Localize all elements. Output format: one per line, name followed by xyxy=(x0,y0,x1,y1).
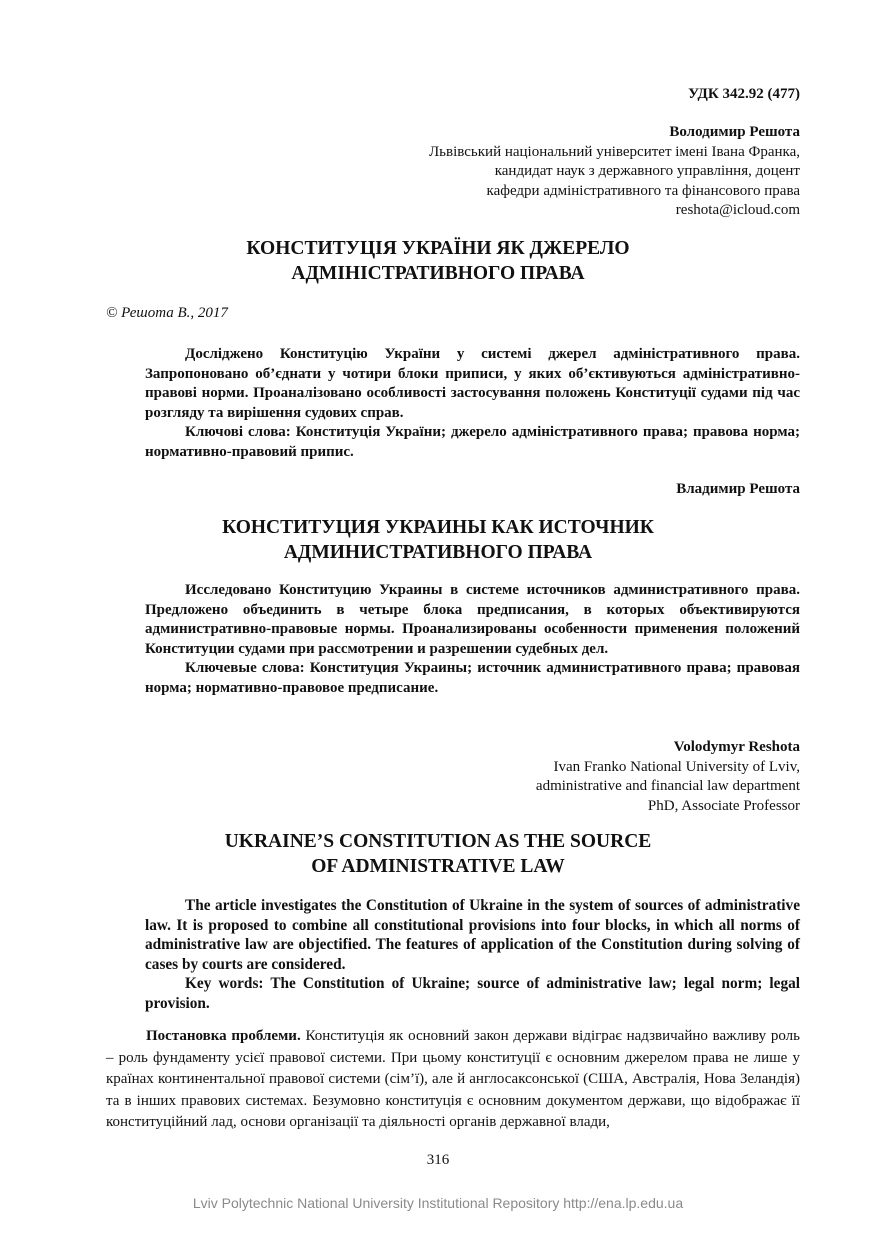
ru-title-line: АДМИНИСТРАТИВНОГО ПРАВА xyxy=(283,542,593,563)
ua-affiliation-line: кафедри адміністративного та фінансового права xyxy=(486,182,800,199)
en-title xyxy=(0,829,876,879)
ua-title-line: КОНСТИТУЦІЯ УКРАЇНИ ЯК ДЖЕРЕЛО xyxy=(246,238,630,259)
ua-abstract: Досліджено Конституцію України у системі джерел адміністративного права. Запропоновано об’єднати у чотири блоки приписи, у яких об’єктивуються адміністративно-правові норми. Проаналізовано особливості застосування положень Конституції судами під час розгляду та вирішення судових справ. xyxy=(145,346,800,421)
ru-abstract-block xyxy=(145,581,800,698)
ru-keywords: Ключевые слова: Конституция Украины; источник административного права; правовая норма; нормативно-правовое предписание. xyxy=(145,660,800,696)
en-affiliation-line: Ivan Franko National University of Lviv, xyxy=(553,758,800,775)
udk-code: УДК 342.92 (477) xyxy=(688,86,800,102)
ua-affiliation-line: Львівський національний університет імені Івана Франка, xyxy=(429,143,800,160)
en-title-line: UKRAINE’S CONSTITUTION AS THE SOURCE xyxy=(224,831,652,852)
body-text xyxy=(106,1026,800,1134)
ua-title-line: АДМІНІСТРАТИВНОГО ПРАВА xyxy=(291,263,585,284)
ua-affiliation-line: кандидат наук з державного управління, доцент xyxy=(494,163,800,179)
en-abstract: The article investigates the Constitution of Ukraine in the system of sources of administrative law. It is proposed to combine all constitutional provisions into four blocks, in which all norms of administrative law are objectified. The features of application of the Constitution during solving of cases by courts are considered. xyxy=(145,897,800,973)
en-affiliation-line: PhD, Associate Professor xyxy=(647,797,800,814)
copyright: © Решота В., 2017 xyxy=(106,305,228,321)
en-affiliation-line: administrative and financial law department xyxy=(535,778,800,794)
ua-keywords: Ключові слова: Конституція України; джерело адміністративного права; правова норма; нормативно-правовий припис. xyxy=(145,424,800,460)
page-number: 316 xyxy=(426,1152,450,1168)
ua-author-name: Володимир Решота xyxy=(669,124,800,140)
body-paragraph-text: Конституція як основний закон держави відіграє надзвичайно важливу роль – роль фундаменту усієї правової системи. При цьому конституції є основним джерелом права не лише у країнах континентальної правової системи (сім’ї), але й англосаксонської (США, Австралія, Нова Зеландія) та в інших правових системах. Безумовно конституція є основним документом держави, що відображає її конституційний лад, основи організації та діяльності органів державної влади, xyxy=(106,1028,800,1130)
en-abstract-block xyxy=(145,896,800,1013)
en-keywords: Key words: The Constitution of Ukraine; source of administrative law; legal norm; legal provision. xyxy=(145,975,800,1012)
ua-email: reshota@icloud.com xyxy=(675,202,800,218)
en-author-block xyxy=(536,738,800,816)
ru-abstract: Исследовано Конституцию Украины в системе источников административного права. Предложено объединить в четыре блока предписания, в которых объективируются административно-правовые нормы. Проанализированы особенности применения положений Конституции судами при рассмотрении и разрешении судебных дел. xyxy=(145,582,800,657)
ru-author-name: Владимир Решота xyxy=(676,481,800,497)
ru-title-line: КОНСТИТУЦИЯ УКРАИНЫ КАК ИСТОЧНИК xyxy=(222,517,654,538)
ru-title xyxy=(0,515,876,565)
body-paragraph xyxy=(106,1026,800,1134)
ua-author-block xyxy=(429,123,800,221)
body-lead: Постановка проблеми. xyxy=(146,1028,301,1044)
en-author-name: Volodymyr Reshota xyxy=(673,739,800,755)
ua-title xyxy=(0,236,876,286)
repository-footer: Lviv Polytechnic National University Institutional Repository http://ena.lp.edu.ua xyxy=(192,1195,684,1211)
ua-abstract-block xyxy=(145,345,800,462)
en-title-line: OF ADMINISTRATIVE LAW xyxy=(311,856,565,877)
